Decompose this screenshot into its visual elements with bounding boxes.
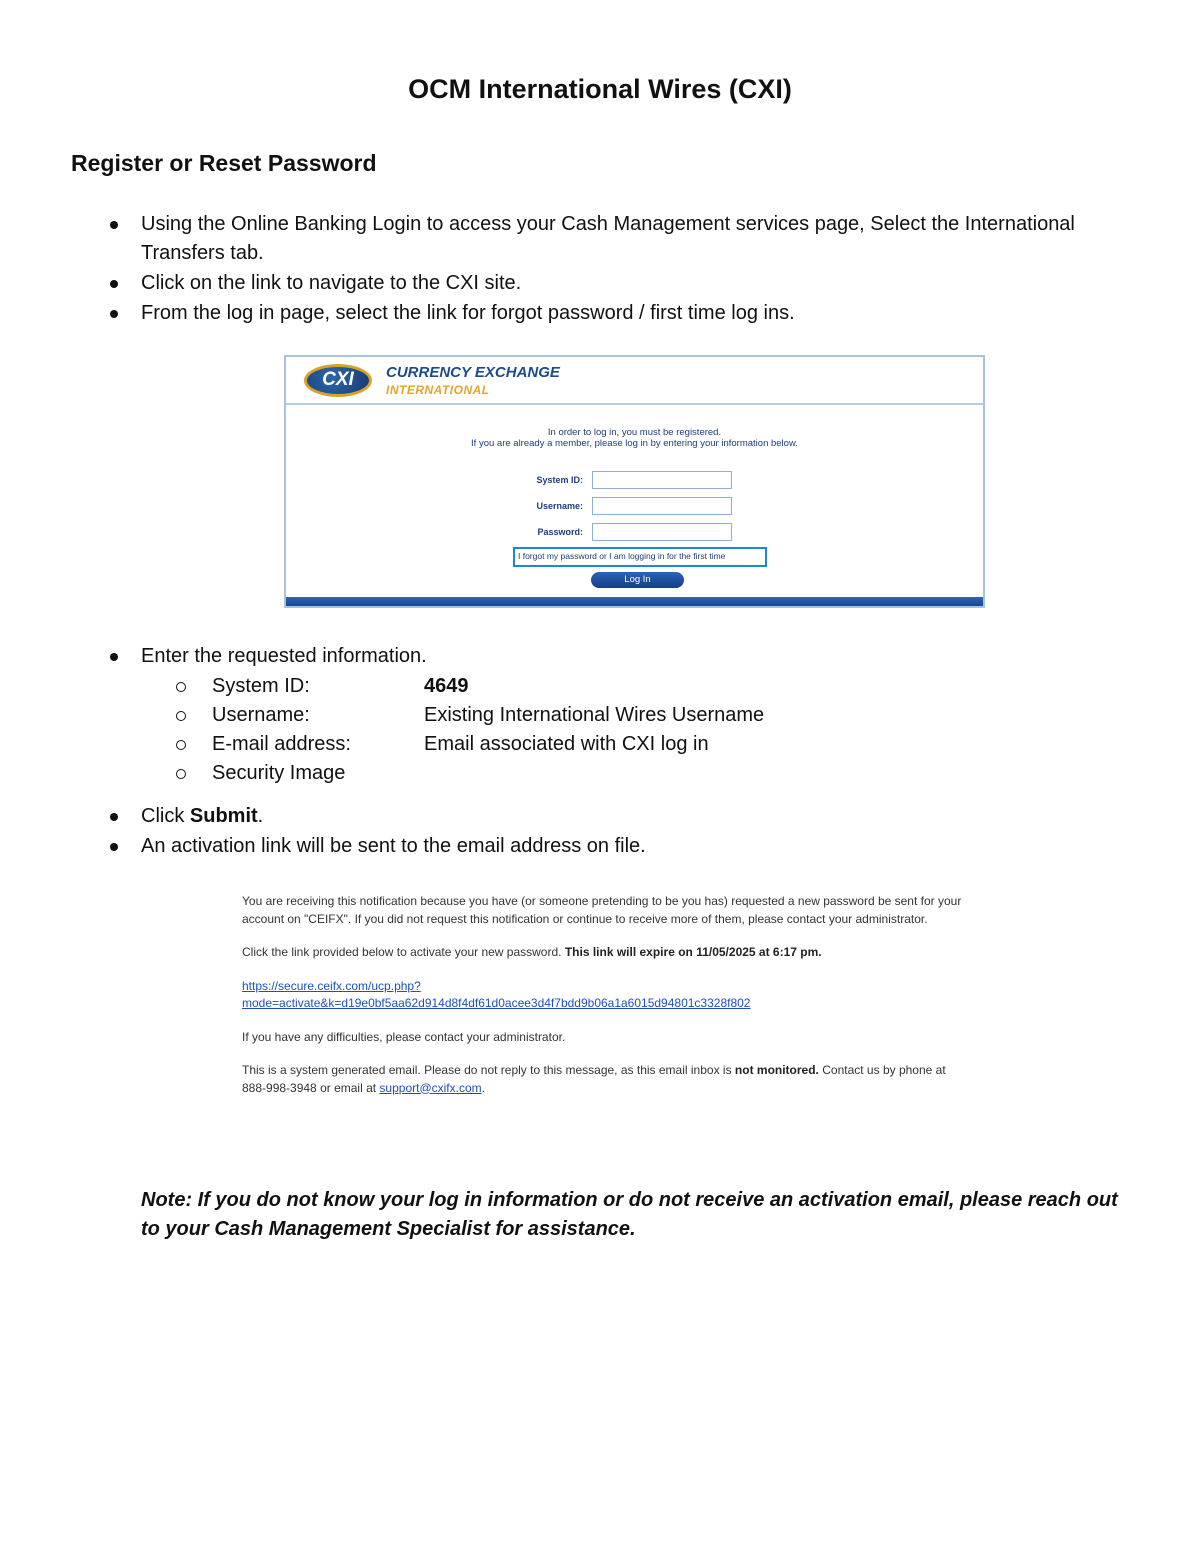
- circle-bullet-icon: [176, 769, 186, 779]
- cxi-logo: CXI: [304, 364, 372, 397]
- bullet-icon: [110, 653, 118, 661]
- email-paragraph: Click the link provided below to activate your new password. This link will expire on 11/05/2025 at 6:17 pm.: [242, 945, 822, 959]
- bullet-icon: [110, 813, 118, 821]
- cxi-login-screenshot: [284, 355, 985, 608]
- username-label: Username:: [536, 501, 583, 511]
- note-text: Note: If you do not know your log in information or do not receive an activation email, please reach out to your Cash Management Specialist for assistance.: [141, 1189, 1118, 1240]
- cxi-brand-subtitle: INTERNATIONAL: [386, 383, 490, 397]
- steps-list-bottom: [104, 802, 1104, 861]
- list-item: Click on the link to navigate to the CXI site.: [104, 269, 1104, 298]
- username-input[interactable]: [592, 497, 732, 515]
- bullet-icon: [110, 843, 118, 851]
- password-label: Password:: [537, 527, 583, 537]
- document-title: OCM International Wires (CXI): [408, 74, 792, 104]
- list-item: Using the Online Banking Login to access your Cash Management services page, Select the International Transfers tab.: [104, 210, 1104, 268]
- circle-bullet-icon: [176, 711, 186, 721]
- list-item: From the log in page, select the link for forgot password / first time log ins.: [104, 299, 1104, 328]
- circle-bullet-icon: [176, 682, 186, 692]
- cxi-footer-bar: [286, 597, 983, 606]
- steps-list-enter: [104, 642, 1104, 671]
- cxi-header: [286, 357, 983, 405]
- email-paragraph: This is a system generated email. Please do not reply to this message, as this email inbox is not monitored. Contact us by phone at 888-998-3948 or email at support@cxifx.com.: [242, 1063, 946, 1095]
- password-row: [286, 523, 983, 543]
- email-paragraph: You are receiving this notification because you have (or someone pretending to be you has) requested a new password be sent for your account on "CEIFX". If you did not request this notification or continue to receive more of them, please contact your administrator.: [242, 894, 962, 926]
- bullet-icon: [110, 221, 118, 229]
- cxi-login-message: In order to log in, you must be registered. If you are already a member, please log in by entering your information below.: [471, 427, 798, 449]
- activation-email-screenshot: [242, 893, 967, 1113]
- section-heading: Register or Reset Password: [71, 150, 377, 176]
- cxi-brand-name: CURRENCY EXCHANGE: [386, 364, 560, 381]
- bullet-icon: [110, 310, 118, 318]
- system-id-label: System ID:: [536, 475, 583, 485]
- steps-list-top: [104, 210, 1104, 328]
- list-item: An activation link will be sent to the email address on file.: [104, 832, 1104, 861]
- list-item: Enter the requested information.: [104, 642, 1104, 671]
- activation-link[interactable]: https://secure.ceifx.com/ucp.php? mode=activate&k=d19e0bf5aa62d914d8f4df61d0acee3d4f7bdd9b06a1a6015d94801c3328f802: [242, 978, 751, 1010]
- support-email-link[interactable]: support@cxifx.com: [379, 1080, 482, 1095]
- forgot-password-link[interactable]: I forgot my password or I am logging in for the first time: [513, 547, 767, 567]
- log-in-button[interactable]: Log In: [591, 572, 684, 588]
- password-input[interactable]: [592, 523, 732, 541]
- bullet-icon: [110, 280, 118, 288]
- system-id-row: [286, 471, 983, 491]
- email-paragraph: If you have any difficulties, please contact your administrator.: [242, 1029, 566, 1044]
- username-row: [286, 497, 983, 517]
- list-item: Click Submit.: [104, 802, 1104, 831]
- circle-bullet-icon: [176, 740, 186, 750]
- system-id-input[interactable]: [592, 471, 732, 489]
